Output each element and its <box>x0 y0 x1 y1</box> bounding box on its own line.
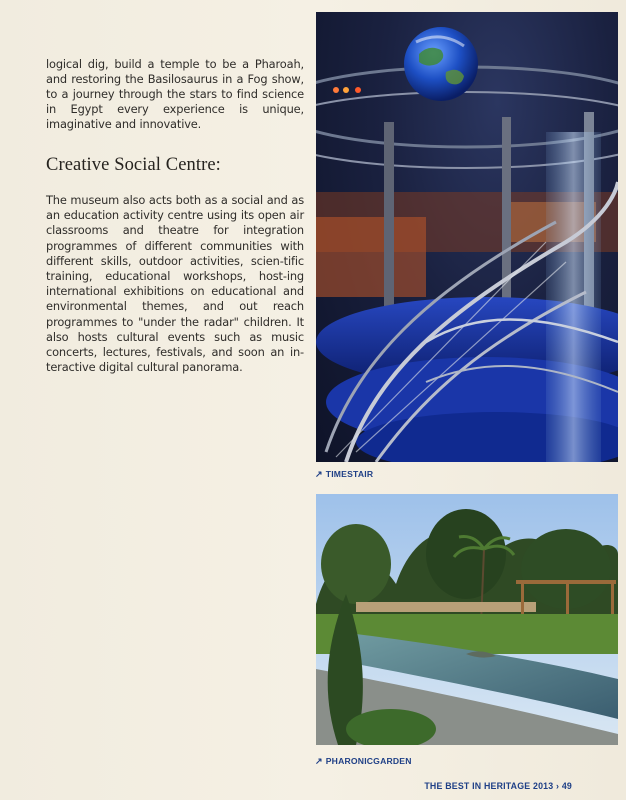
section-heading: Creative Social Centre: <box>46 155 221 175</box>
publication-name: THE BEST IN HERITAGE 2013 <box>424 781 554 791</box>
arrow-icon: ↗ <box>315 756 323 766</box>
timestair-illustration <box>316 12 618 462</box>
timestair-caption-text: TIMESTAIR <box>325 469 374 479</box>
intro-paragraph: logical dig, build a temple to be a Pharoah, and restoring the Basilosaurus in a Fog show, to a journey through the stars to find science in Egypt every experience is unique, imaginative and innovative. <box>46 57 304 132</box>
pharonicgarden-photo <box>316 494 618 745</box>
footer-separator: › <box>556 781 560 791</box>
section-body: The museum also acts both as a social and as an education activity centre using its open air classrooms and theatre for integration programmes of different communities with different skills, outdoor activities, scien-tific training, educational workshops, host-ing international exhibitions on educational and environmental themes, and out reach programmes to "under the radar" children. It also hosts cultural events such as music concerts, lectures, festivals, and soon an in-teractive digital cultural panorama. <box>46 193 304 375</box>
timestair-photo <box>316 12 618 462</box>
pharonicgarden-caption-text: PHARONICGARDEN <box>325 756 412 766</box>
page-footer <box>424 781 572 791</box>
timestair-caption <box>315 469 373 480</box>
pharonicgarden-caption <box>315 756 412 767</box>
arrow-icon: ↗ <box>315 469 323 479</box>
page-number: 49 <box>561 781 572 791</box>
pharonicgarden-illustration <box>316 494 618 745</box>
